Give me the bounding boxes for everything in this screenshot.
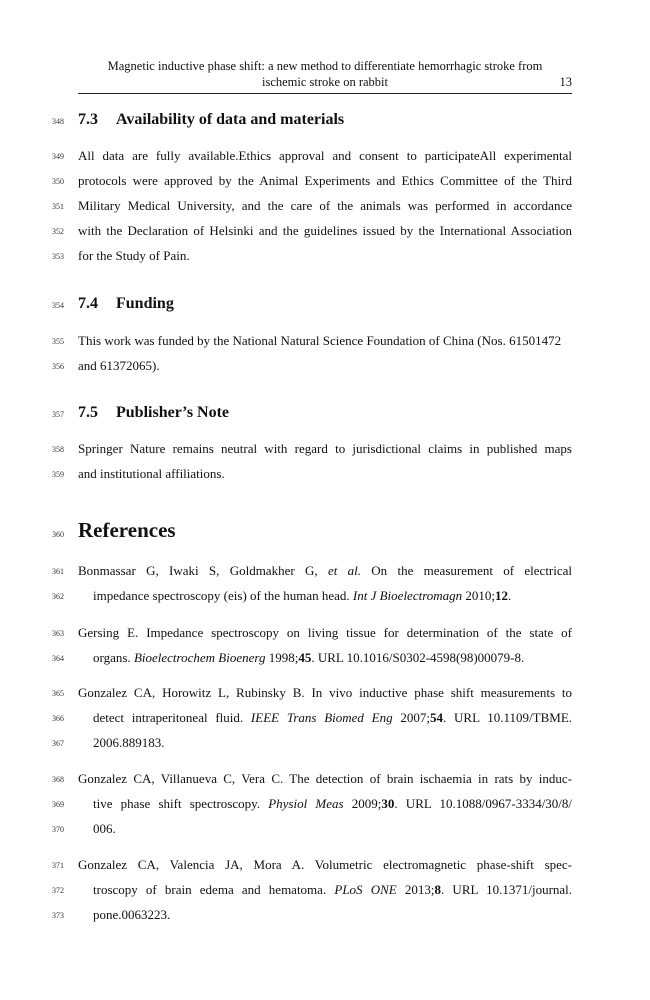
ref-authors: Bonmassar G, Iwaki S, Goldmakher G, xyxy=(78,563,318,578)
section-title: Publisher’s Note xyxy=(116,404,230,421)
ref-end: . URL 10.1371/journal. xyxy=(441,882,573,897)
reference-line xyxy=(93,796,572,812)
ref-end: . URL 10.1109/TBME. xyxy=(443,710,573,725)
line-number: 362 xyxy=(52,592,64,601)
body-line: All data are fully available.Ethics approval and consent to participateAll experimental xyxy=(78,148,572,163)
body-line: Military Medical University, and the care of the animals was performed in accordance xyxy=(78,198,572,213)
reference-line: 2006.889183. xyxy=(93,735,165,750)
ref-volume: 45 xyxy=(298,650,312,665)
line-number: 373 xyxy=(52,911,64,920)
line-number: 359 xyxy=(52,470,64,479)
line-number: 367 xyxy=(52,739,64,748)
section-title: Funding xyxy=(116,295,174,312)
ref-journal: IEEE Trans Biomed Eng xyxy=(250,710,393,725)
body-line: This work was funded by the National Natural Science Foundation of China (Nos. 61501472 xyxy=(78,333,562,348)
line-number: 365 xyxy=(52,689,64,698)
body-line: Springer Nature remains neutral with regard to jurisdictional claims in published maps xyxy=(78,441,572,456)
ref-volume: 30 xyxy=(381,796,395,811)
references-heading: References xyxy=(78,518,176,542)
line-number: 368 xyxy=(52,775,64,784)
line-number: 352 xyxy=(52,227,64,236)
ref-volume: 8 xyxy=(434,882,442,897)
section-number: 7.3 xyxy=(78,111,98,128)
section-number: 7.5 xyxy=(78,404,98,421)
reference-line: Gersing E. Impedance spectroscopy on living tissue for determination of the state of xyxy=(78,625,572,640)
line-number: 351 xyxy=(52,202,64,211)
ref-journal: Physiol Meas xyxy=(268,796,344,811)
line-number: 361 xyxy=(52,567,64,576)
body-line: for the Study of Pain. xyxy=(78,248,190,263)
line-number: 353 xyxy=(52,252,64,261)
section-title: Availability of data and materials xyxy=(116,111,345,128)
line-number: 355 xyxy=(52,337,64,346)
header-title-line1: Magnetic inductive phase shift: a new method to differentiate hemorrhagic stroke from xyxy=(107,59,543,73)
header-rule xyxy=(78,93,572,94)
section-heading xyxy=(78,111,344,129)
reference-line: Gonzalez CA, Villanueva C, Vera C. The detection of brain ischaemia in rats by induc- xyxy=(78,771,572,786)
ref-title: organs. xyxy=(93,650,131,665)
ref-volume: 54 xyxy=(430,710,444,725)
ref-year: 2010; xyxy=(465,588,496,603)
ref-end: . URL 10.1088/0967-3334/30/8/ xyxy=(394,796,573,811)
ref-title: On the measurement of electrical xyxy=(371,563,573,578)
ref-journal: Bioelectrochem Bioenerg xyxy=(133,650,266,665)
ref-year: 2009; xyxy=(351,796,382,811)
section-number: 7.4 xyxy=(78,295,98,312)
body-line: and 61372065). xyxy=(78,358,160,373)
ref-volume: 12 xyxy=(495,588,509,603)
line-number: 366 xyxy=(52,714,64,723)
running-header xyxy=(78,58,572,90)
line-number: 364 xyxy=(52,654,64,663)
ref-end: . xyxy=(508,588,512,603)
reference-line xyxy=(93,710,572,726)
header-title-line2: ischemic stroke on rabbit xyxy=(261,75,388,89)
body-line: protocols were approved by the Animal Experiments and Ethics Committee of the Third xyxy=(78,173,572,188)
ref-title: troscopy of brain edema and hematoma. xyxy=(93,882,327,897)
section-heading xyxy=(78,295,174,313)
line-number: 357 xyxy=(52,410,64,419)
line-number: 363 xyxy=(52,629,64,638)
reference-line xyxy=(93,588,511,604)
ref-end: . URL 10.1016/S0302-4598(98)00079-8. xyxy=(311,650,525,665)
ref-year: 1998; xyxy=(268,650,299,665)
line-number: 369 xyxy=(52,800,64,809)
reference-line: 006. xyxy=(93,821,116,836)
line-number: 371 xyxy=(52,861,64,870)
ref-year: 2013; xyxy=(404,882,435,897)
ref-title: impedance spectroscopy (eis) of the human head. xyxy=(93,588,350,603)
line-number: 354 xyxy=(52,301,64,310)
ref-title: detect intraperitoneal fluid. xyxy=(93,710,244,725)
ref-journal: PLoS ONE xyxy=(334,882,397,897)
body-line: and institutional affiliations. xyxy=(78,466,225,481)
ref-title: tive phase shift spectroscopy. xyxy=(93,796,261,811)
line-number: 372 xyxy=(52,886,64,895)
reference-line xyxy=(78,563,572,579)
page-number: 13 xyxy=(559,75,572,89)
reference-line xyxy=(93,882,572,898)
line-number: 358 xyxy=(52,445,64,454)
line-number: 350 xyxy=(52,177,64,186)
reference-line: pone.0063223. xyxy=(93,907,171,922)
line-number: 356 xyxy=(52,362,64,371)
ref-year: 2007; xyxy=(400,710,431,725)
reference-line: Gonzalez CA, Horowitz L, Rubinsky B. In vivo inductive phase shift measurements to xyxy=(78,685,572,700)
line-number: 349 xyxy=(52,152,64,161)
line-number: 348 xyxy=(52,117,64,126)
reference-line xyxy=(93,650,524,666)
body-line: with the Declaration of Helsinki and the guidelines issued by the International Association xyxy=(78,223,572,238)
line-number: 360 xyxy=(52,530,64,539)
ref-journal: Int J Bioelectromagn xyxy=(352,588,463,603)
section-heading xyxy=(78,404,229,422)
line-number: 370 xyxy=(52,825,64,834)
reference-line: Gonzalez CA, Valencia JA, Mora A. Volumetric electromagnetic phase-shift spec- xyxy=(78,857,572,872)
ref-etal: et al. xyxy=(327,563,361,578)
